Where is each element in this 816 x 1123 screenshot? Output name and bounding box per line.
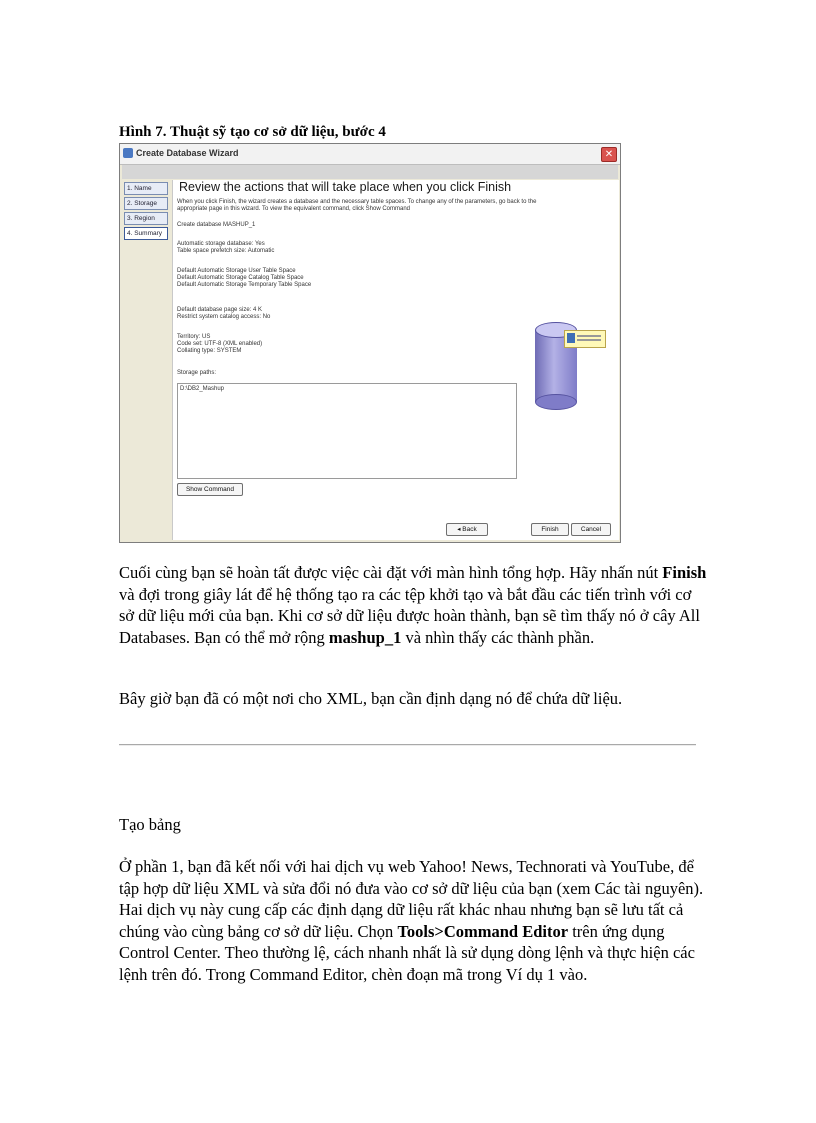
- summary-territory: Territory: US: [177, 334, 211, 340]
- paragraph-finish: [119, 562, 709, 648]
- wizard-screenshot: [120, 144, 620, 542]
- cancel-button[interactable]: Cancel: [571, 523, 611, 536]
- wizard-description-2: appropriate page in this wizard. To view the equivalent command, click Show Command: [177, 206, 411, 212]
- section-title-create-table: Tạo bảng: [119, 815, 181, 834]
- summary-prefetch: Table space prefetch size: Automatic: [177, 248, 275, 254]
- finish-button[interactable]: Finish: [531, 523, 569, 536]
- p1-text-c: và đợi trong giây lát để hệ thống tạo ra các tệp khởi tạo và bắt đầu các tiến trình với cơ sở dữ liệu mới của bạn. Khi cơ sở dữ liệu được hoàn thành, bạn sẽ tìm thấy nó ở cây All Databases. Bạn có thể mở rộng: [119, 584, 700, 647]
- p4-text-c: trên ứng dụng Control Center. Theo thường lệ, cách nhanh nhất là sử dụng dòng lệnh và thực hiện các lệnh trên đó. Trong Command Editor, chèn đoạn mã trong Ví dụ 1 vào.: [119, 921, 695, 984]
- summary-auto-storage: Automatic storage database: Yes: [177, 241, 265, 247]
- figure-caption: Hình 7. Thuật sỹ tạo cơ sở dữ liệu, bước 4: [119, 124, 386, 140]
- wizard-nav: [124, 182, 168, 242]
- horizontal-divider: [119, 744, 696, 746]
- back-button[interactable]: ◂ Back: [446, 523, 488, 536]
- nav-item-storage[interactable]: 2. Storage: [124, 197, 168, 210]
- close-icon[interactable]: ✕: [601, 147, 617, 162]
- p1-text-a: Cuối cùng bạn sẽ hoàn tất được việc cài đặt với màn hình tổng hợp. Hãy nhấn nút: [119, 563, 663, 582]
- nav-item-summary[interactable]: 4. Summary: [124, 227, 168, 240]
- storage-path: D:\DB2_Mashup: [180, 386, 225, 392]
- summary-catalog-ts: Default Automatic Storage Catalog Table Space: [177, 275, 304, 281]
- p4-text-a: Ở phần 1, bạn đã kết nối với hai dịch vụ web Yahoo! News, Technorati và YouTube, để tập hợp dữ liệu XML và sửa đổi nó đưa vào cơ sở dữ liệu của bạn (xem Các tài nguyên). Hai dịch vụ này cung cấp các định dạng dữ liệu rất khác nhau nhưng bạn sẽ lưu tất cả chúng vào cùng bảng cơ sở dữ liệu. Chọn: [119, 857, 704, 941]
- window-titlebar: [120, 144, 620, 165]
- summary-restrict: Restrict system catalog access: No: [177, 314, 271, 320]
- summary-user-ts: Default Automatic Storage User Table Space: [177, 268, 296, 274]
- paragraph-part1: [119, 856, 709, 985]
- storage-paths-box[interactable]: [177, 383, 517, 479]
- summary-temp-ts: Default Automatic Storage Temporary Table Space: [177, 282, 312, 288]
- nav-item-region[interactable]: 3. Region: [124, 212, 168, 225]
- paragraph-xml: Bây giờ bạn đã có một nơi cho XML, bạn cần định dạng nó để chứa dữ liệu.: [119, 689, 623, 708]
- show-command-button[interactable]: Show Command: [177, 483, 243, 496]
- nav-item-name[interactable]: 1. Name: [124, 182, 168, 195]
- window-title: Create Database Wizard: [136, 148, 239, 158]
- summary-collating: Collating type: SYSTEM: [177, 348, 242, 354]
- p1-bold-mashup: mashup_1: [328, 627, 402, 647]
- wizard-icon: [123, 148, 133, 158]
- summary-codeset: Code set: UTF-8 (XML enabled): [177, 341, 263, 347]
- summary-create: Create database MASHUP_1: [177, 222, 256, 228]
- summary-storage-label: Storage paths:: [177, 370, 217, 376]
- p1-bold-finish: Finish: [662, 563, 707, 582]
- wizard-heading: Review the actions that will take place when you click Finish: [179, 180, 512, 194]
- p1-text-e: và nhìn thấy các thành phần.: [401, 627, 595, 647]
- tooltip-icon: [564, 330, 606, 348]
- wizard-content: [172, 180, 619, 540]
- p4-bold-tools: Tools>Command Editor: [397, 921, 569, 941]
- wizard-banner: [122, 165, 618, 179]
- wizard-description-1: When you click Finish, the wizard creates a database and the necessary table spaces. To change any of the parameters, go back to the: [177, 199, 537, 205]
- summary-page-size: Default database page size: 4 K: [177, 307, 263, 313]
